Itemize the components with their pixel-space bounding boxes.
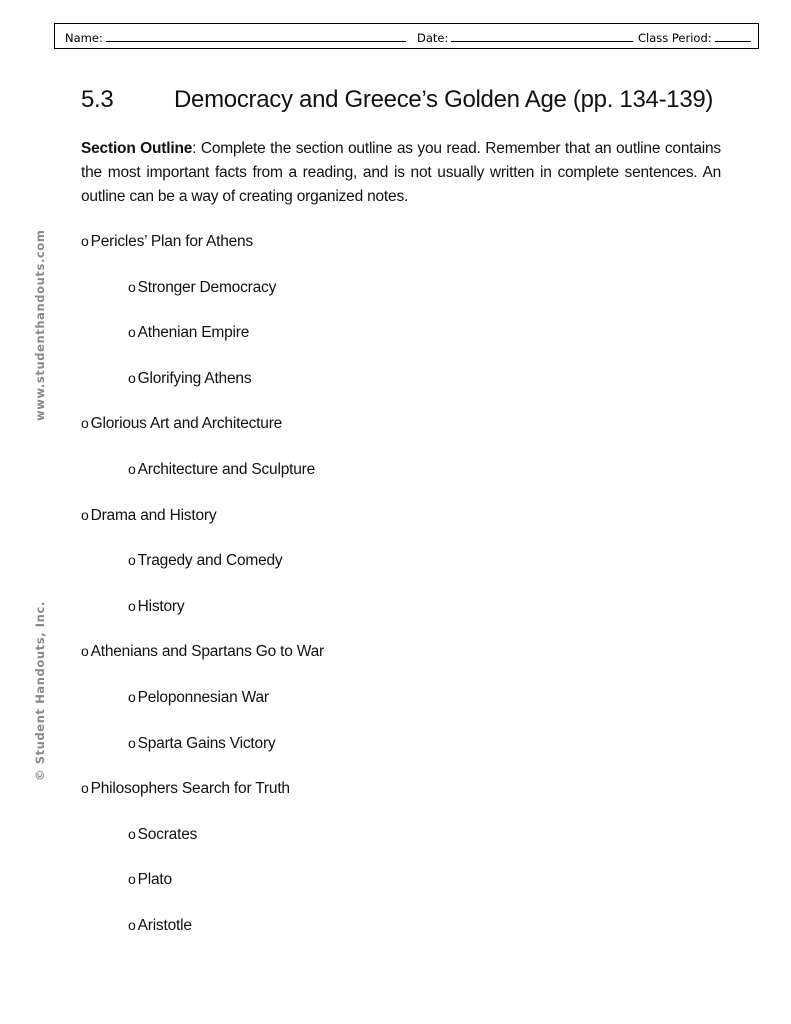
outline-topic — [81, 415, 282, 433]
class-period-field[interactable] — [638, 30, 751, 45]
bullet-icon: o — [128, 552, 136, 568]
outline-topic — [81, 507, 216, 525]
outline-subtopic — [128, 917, 192, 935]
outline-subtopic — [128, 370, 251, 388]
bullet-icon: o — [128, 279, 136, 295]
bullet-icon: o — [81, 643, 89, 659]
bullet-icon: o — [81, 780, 89, 796]
name-label: Name: — [65, 31, 103, 45]
outline-item-label: Tragedy and Comedy — [137, 552, 283, 569]
outline-topic — [81, 233, 253, 251]
outline-item-label: Socrates — [137, 826, 198, 843]
outline-item-label: History — [137, 598, 185, 615]
instructions-heading: Section Outline — [81, 140, 193, 157]
outline-item-label: Philosophers Search for Truth — [90, 780, 290, 797]
date-label: Date: — [417, 31, 449, 45]
page-title — [81, 86, 713, 114]
outline-item-label: Stronger Democracy — [137, 279, 277, 296]
name-field[interactable] — [65, 30, 406, 45]
outline-item-label: Architecture and Sculpture — [137, 461, 316, 478]
date-field[interactable] — [417, 30, 633, 45]
outline-subtopic — [128, 735, 275, 753]
bullet-icon: o — [81, 233, 89, 249]
outline-subtopic — [128, 324, 249, 342]
instructions-paragraph — [81, 137, 721, 209]
bullet-icon: o — [128, 598, 136, 614]
bullet-icon: o — [128, 324, 136, 340]
bullet-icon: o — [81, 415, 89, 431]
outline-item-label: Athenians and Spartans Go to War — [90, 643, 325, 660]
outline-item-label: Plato — [137, 871, 172, 888]
outline-item-label: Peloponnesian War — [137, 689, 269, 706]
outline-item-label: Pericles’ Plan for Athens — [90, 233, 254, 250]
student-info-header — [54, 23, 759, 49]
date-blank-line[interactable] — [451, 30, 633, 42]
instructions-text: : Complete the section outline as you read. Remember that an outline contains the most important facts from a reading, and is not usually written in complete sentences. An outline can be a way of creating organized notes. — [81, 140, 721, 205]
class-period-label: Class Period: — [638, 31, 712, 45]
name-blank-line[interactable] — [106, 30, 406, 42]
outline-item-label: Glorifying Athens — [137, 370, 252, 387]
outline-topic — [81, 780, 290, 798]
bullet-icon: o — [128, 735, 136, 751]
outline-item-label: Athenian Empire — [137, 324, 250, 341]
section-title: Democracy and Greece’s Golden Age (pp. 134-139) — [174, 86, 714, 113]
bullet-icon: o — [81, 507, 89, 523]
bullet-icon: o — [128, 370, 136, 386]
copyright-watermark: © Student Handouts, Inc. — [33, 601, 47, 781]
website-watermark: www.studenthandouts.com — [33, 229, 47, 421]
bullet-icon: o — [128, 871, 136, 887]
outline-item-label: Sparta Gains Victory — [137, 735, 276, 752]
bullet-icon: o — [128, 461, 136, 477]
bullet-icon: o — [128, 689, 136, 705]
outline-subtopic — [128, 461, 315, 479]
class-period-blank-line[interactable] — [715, 30, 751, 42]
section-number: 5.3 — [81, 86, 114, 113]
outline-item-label: Aristotle — [137, 917, 192, 934]
outline-subtopic — [128, 552, 282, 570]
outline-topic — [81, 643, 324, 661]
bullet-icon: o — [128, 917, 136, 933]
outline-subtopic — [128, 826, 197, 844]
outline-subtopic — [128, 598, 184, 616]
outline-subtopic — [128, 689, 269, 707]
outline-subtopic — [128, 871, 172, 889]
bullet-icon: o — [128, 826, 136, 842]
outline-subtopic — [128, 279, 276, 297]
outline-item-label: Glorious Art and Architecture — [90, 415, 283, 432]
outline-item-label: Drama and History — [90, 507, 217, 524]
